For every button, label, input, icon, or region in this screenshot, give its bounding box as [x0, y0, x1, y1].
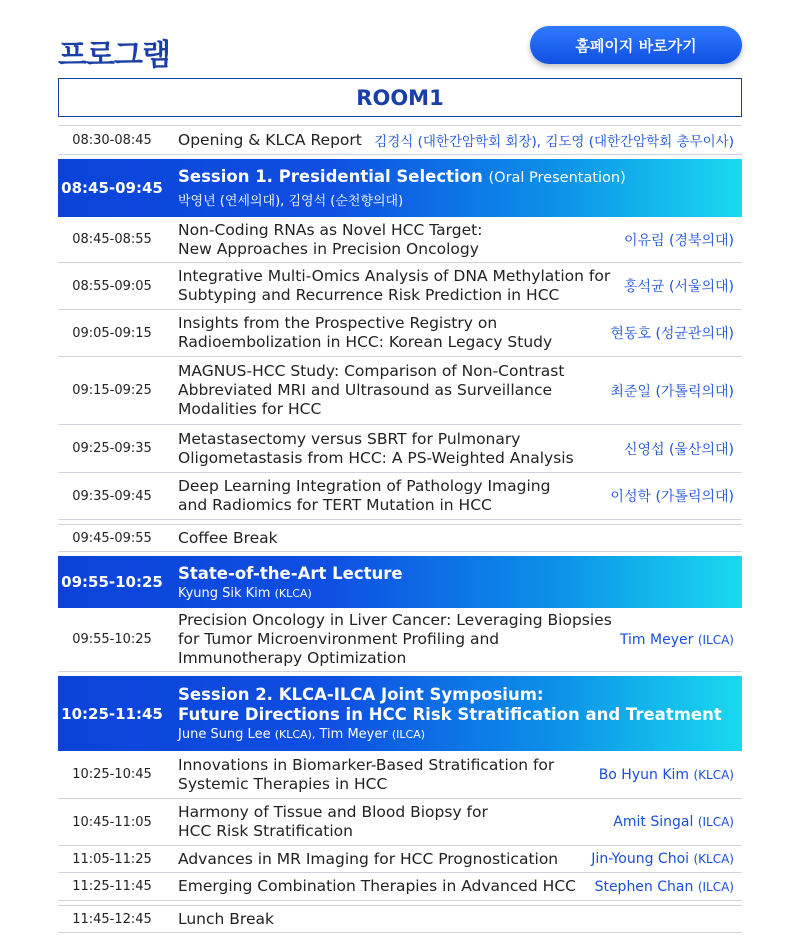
break-row — [58, 524, 742, 552]
session-chairs: Kyung Sik Kim (KLCA) — [178, 585, 312, 601]
row-speaker: 최준일 (가톨릭의대) — [610, 383, 734, 400]
table-row — [58, 263, 742, 310]
table-row — [58, 217, 742, 263]
session-time: 10:25-11:45 — [61, 704, 163, 723]
row-speaker: 홍석균 (서울의대) — [623, 279, 734, 295]
row-speaker: 이성학 (가톨릭의대) — [610, 489, 734, 505]
schedule-table — [58, 125, 742, 933]
row-speaker: 신영섭 (울산의대) — [623, 441, 734, 458]
row-title: Emerging Combination Therapies in Advanced HCC — [178, 877, 576, 895]
row-title: Innovations in Biomarker-Based Stratification for Systemic Therapies in HCC — [178, 755, 555, 793]
row-title: Metastasectomy versus SBRT for Pulmonary Oligometastasis from HCC: A PS-Weighted Analysis — [178, 429, 574, 467]
session-time: 09:55-10:25 — [61, 573, 163, 591]
row-speaker: 이유림 (경북의대) — [623, 232, 734, 249]
row-title: Opening & KLCA Report — [178, 130, 362, 149]
table-row — [58, 125, 742, 155]
row-time: 08:45-08:55 — [72, 232, 152, 247]
table-row — [58, 799, 742, 846]
row-title: Non-Coding RNAs as Novel HCC Target: New Approaches in Precision Oncology — [178, 220, 483, 258]
row-time: 08:55-09:05 — [72, 278, 152, 294]
row-speaker: Jin-Young Choi (KLCA) — [591, 851, 734, 867]
room-title: ROOM1 — [58, 78, 742, 117]
row-title: Lunch Break — [178, 909, 274, 928]
row-time: 11:25-11:45 — [72, 879, 152, 894]
table-row — [58, 751, 742, 799]
session-header — [58, 159, 742, 217]
row-title: Coffee Break — [178, 528, 278, 547]
row-title: Precision Oncology in Liver Cancer: Leveraging Biopsies for Tumor Microenvironment Profiling and Immunotherapy Optimization — [178, 611, 612, 667]
row-speaker: Stephen Chan (ILCA) — [594, 878, 734, 895]
row-time: 09:25-09:35 — [72, 441, 152, 456]
row-title: Advances in MR Imaging for HCC Prognostication — [178, 849, 559, 868]
row-time: 09:45-09:55 — [72, 530, 152, 546]
session-title: Session 1. Presidential Selection — [178, 167, 483, 186]
break-row — [58, 905, 742, 933]
homepage-button[interactable]: 홈페이지 바로가기 — [530, 26, 742, 64]
row-title: Insights from the Prospective Registry on Radioembolization in HCC: Korean Legacy Study — [178, 314, 553, 351]
session-chairs: 박영년 (연세의대), 김영석 (순천향의대) — [178, 194, 404, 209]
table-row — [58, 310, 742, 357]
table-row — [58, 873, 742, 901]
session-subtitle: (Oral Presentation) — [488, 170, 626, 186]
row-time: 09:35-09:45 — [72, 488, 152, 504]
table-row — [58, 846, 742, 873]
page-title: 프로그램 — [58, 38, 170, 73]
row-time: 08:30-08:45 — [72, 132, 152, 148]
row-title: Harmony of Tissue and Blood Biopsy for HCC Risk Stratification — [178, 803, 488, 840]
row-speaker: 김경식 (대한간암학회 회장), 김도영 (대한간암학회 총무이사) — [374, 134, 734, 150]
row-title: Deep Learning Integration of Pathology Imaging and Radiomics for TERT Mutation in HCC — [178, 477, 551, 514]
row-time: 10:45-11:05 — [72, 814, 152, 830]
session-title: State-of-the-Art Lecture — [178, 563, 403, 583]
row-speaker: Amit Singal (ILCA) — [613, 814, 734, 830]
session-title: Session 2. KLCA-ILCA Joint Symposium: Future Directions in HCC Risk Stratification and Treatment — [178, 685, 722, 724]
session-header — [58, 676, 742, 751]
row-title: Integrative Multi-Omics Analysis of DNA Methylation for Subtyping and Recurrence Risk Prediction in HCC — [178, 267, 611, 304]
row-title: MAGNUS-HCC Study: Comparison of Non-Contrast Abbreviated MRI and Ultrasound as Surveillance Modalities for HCC — [178, 362, 565, 418]
session-header — [58, 556, 742, 608]
row-time: 11:05-11:25 — [72, 851, 152, 867]
row-speaker: Tim Meyer (ILCA) — [619, 631, 734, 648]
row-time: 09:05-09:15 — [72, 325, 152, 341]
row-speaker: Bo Hyun Kim (KLCA) — [598, 766, 734, 783]
row-time: 09:15-09:25 — [72, 383, 152, 398]
row-time: 11:45-12:45 — [72, 911, 152, 927]
table-row — [58, 608, 742, 672]
row-speaker: 현동호 (성균관의대) — [610, 326, 734, 342]
row-time: 09:55-10:25 — [72, 632, 152, 647]
session-chairs: June Sung Lee (KLCA), Tim Meyer (ILCA) — [178, 727, 426, 742]
table-row — [58, 473, 742, 520]
table-row — [58, 357, 742, 425]
session-time: 08:45-09:45 — [61, 179, 163, 197]
table-row — [58, 425, 742, 473]
row-time: 10:25-10:45 — [72, 767, 152, 782]
